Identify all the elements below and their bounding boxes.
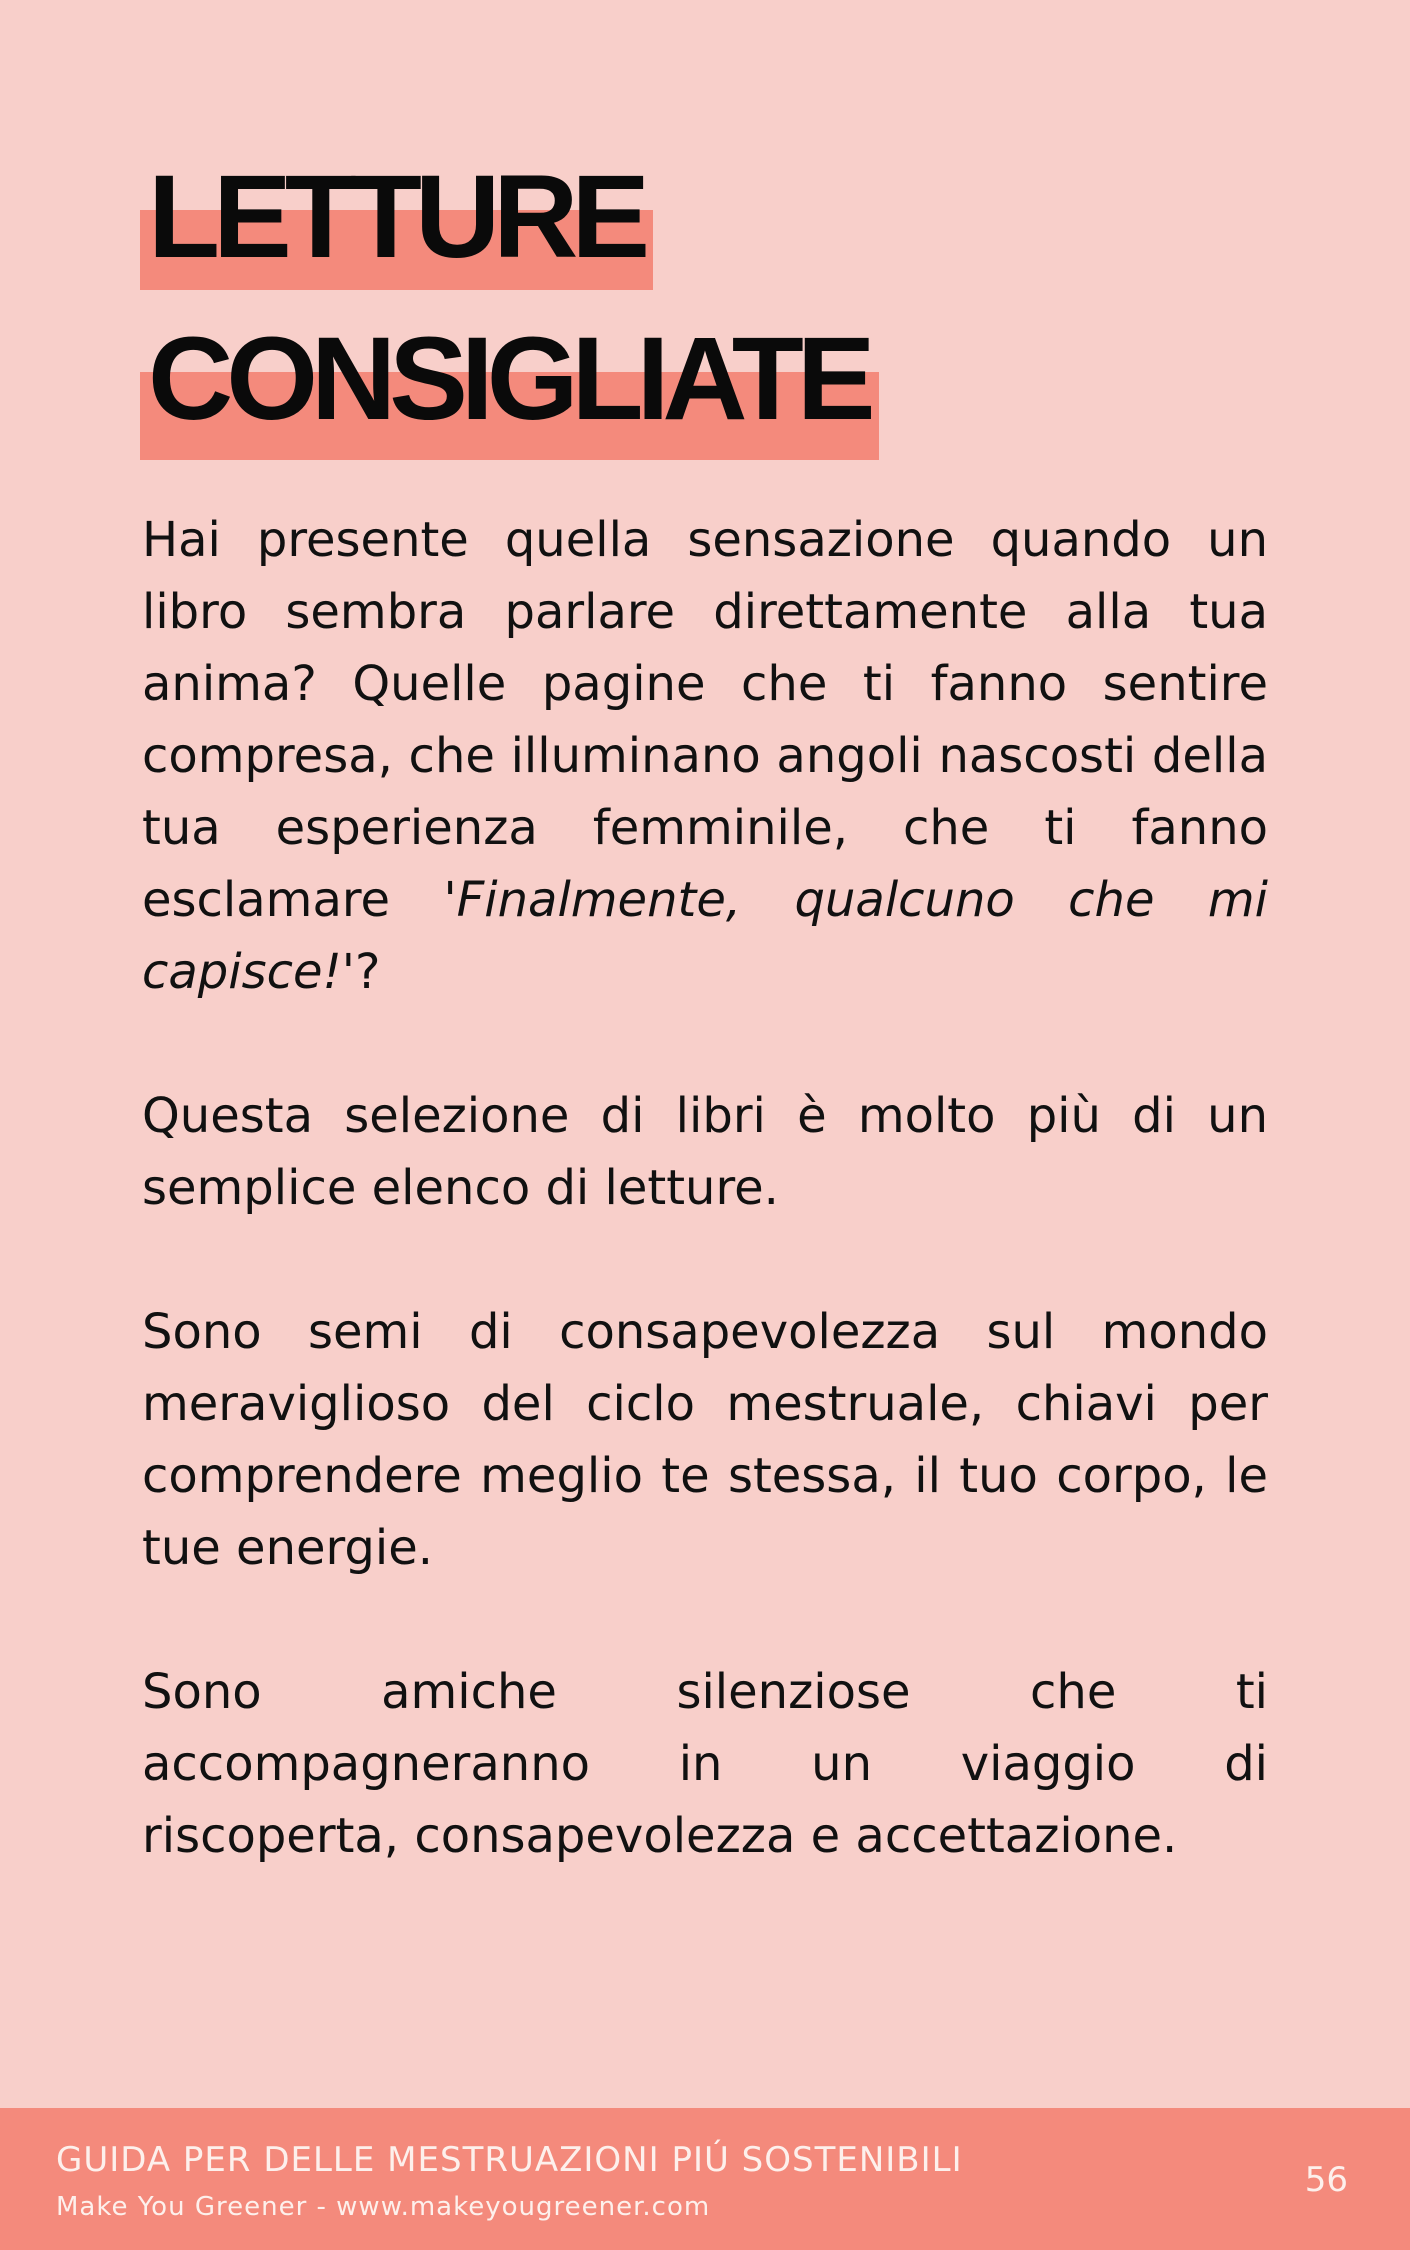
footer-guide-title: GUIDA PER DELLE MESTRUAZIONI PIÚ SOSTENIBILI — [56, 2140, 963, 2180]
paragraph-friends-main: Sono amiche silenziose che ti accompagneranno in un viaggio di — [142, 1664, 1268, 1792]
page-footer — [0, 2108, 1410, 2250]
title-line-1-text: LETTURE — [148, 151, 644, 283]
paragraph-friends — [142, 1656, 1268, 1872]
paragraph-friends-last: riscoperta, consapevolezza e accettazione. — [142, 1808, 1178, 1864]
title-line-2-text: CONSIGLIATE — [148, 313, 869, 445]
title-line-1 — [140, 151, 653, 283]
paragraph-intro — [142, 504, 1268, 1008]
page-title — [140, 150, 879, 446]
paragraph-intro-end: '? — [341, 944, 381, 1000]
paragraph-intro-text: Hai presente quella sensazione quando un libro sembra parlare direttamente alla tua anima? Quelle pagine che ti fanno sentire compresa, che illuminano angoli nascosti della tua esperienza femminile, che ti fanno esclamare ' — [142, 512, 1268, 928]
paragraph-selection: Questa selezione di libri è molto più di un semplice elenco di letture. — [142, 1088, 1268, 1216]
page-number: 56 — [1304, 2160, 1348, 2200]
paragraph-intro-quote: Finalmente, qualcuno che mi capisce! — [142, 872, 1269, 1000]
paragraph-seeds: Sono semi di consapevolezza sul mondo meraviglioso del ciclo mestruale, chiavi per comprendere meglio te stessa, il tuo corpo, le tue energie. — [142, 1304, 1268, 1576]
footer-website: Make You Greener - www.makeyougreener.com — [56, 2192, 711, 2222]
title-line-2 — [140, 313, 879, 445]
